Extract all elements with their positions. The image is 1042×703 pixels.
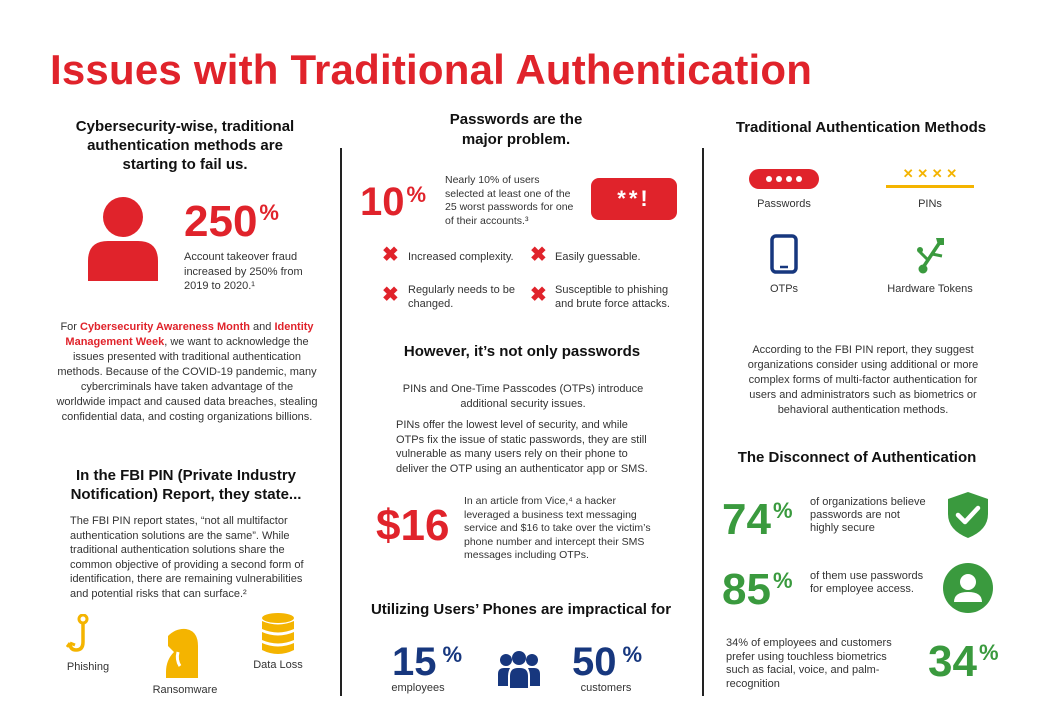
col2-stat-value: 10 (360, 180, 405, 224)
identity-management-week-link[interactable]: Identity Management Week (65, 321, 314, 348)
customers-label: customers (580, 682, 632, 694)
method-label-pins: PINs (918, 198, 942, 210)
col1-stat-text: Account takeover fraud increased by 250% from 2019 to 2020.¹ (184, 251, 303, 292)
methods-heading: Traditional Authentication Methods (735, 119, 987, 136)
stat-34-value: 34 (928, 637, 977, 686)
x-mark-icon: ✖ (382, 284, 399, 306)
col2-stat (360, 182, 426, 222)
x-mark-icon: ✖ (530, 284, 547, 306)
threat-label-data-loss: Data Loss (253, 659, 303, 671)
pins-intro: PINs and One-Time Passcodes (OTPs) introduce additional security issues. (402, 383, 644, 410)
usb-icon (914, 236, 948, 279)
column-divider-left (340, 148, 342, 696)
employees-value: 15 (392, 640, 437, 684)
pins-detail: PINs offer the lowest level of security, and while OTPs fix the issue of static passwords, they are still vulnerable as many users rely on their phone to deliver the OTP using an authenticator app or SMS. (396, 419, 648, 475)
password-bubble-icon (591, 178, 677, 220)
method-label-passwords: Passwords (757, 198, 811, 210)
cost-text: In an article from Vice,⁴ a hacker leveraged a business text messaging service and $16 to take over the victim’s phone number and intercept their SMS messages including OTPs. (464, 495, 651, 561)
page-title: Issues with Traditional Authentication (50, 46, 813, 93)
col1-intro (56, 320, 318, 425)
fbi-text: The FBI PIN report states, “not all multifactor authentication solutions are the same”. While traditional authentication solutions share the common objective of providing a second form of identification, there are remaining vulnerabilities and potential risks that can surface.² (70, 515, 304, 600)
phones-stat-employees (392, 642, 462, 682)
col1-stat-unit: % (259, 200, 279, 225)
stat-74 (722, 495, 793, 544)
issue-phishing-brute-force: Susceptible to phishing and brute force attacks. (555, 284, 670, 310)
database-icon (260, 612, 296, 661)
employees-unit: % (442, 642, 463, 667)
col1-stat (184, 197, 279, 246)
stat-74-unit: % (772, 498, 793, 523)
smartphone-icon (770, 234, 798, 279)
pin-glyph: ✕ ✕ ✕ ✕ (902, 166, 958, 181)
x-mark-icon: ✖ (382, 244, 399, 266)
stat-85-value: 85 (722, 565, 771, 614)
password-field-icon (749, 169, 819, 189)
col1-intro-and: and (253, 321, 272, 333)
col2-heading: Passwords are the major problem. (449, 111, 583, 148)
x-mark-icon: ✖ (530, 244, 547, 266)
threat-label-ransomware: Ransomware (152, 684, 218, 696)
col1-heading: Cybersecurity-wise, traditional authentication methods are starting to fail us. (75, 118, 295, 173)
password-glyph: **! (617, 186, 651, 211)
stat-74-value: 74 (722, 495, 771, 544)
phones-heading: Utilizing Users’ Phones are impractical for (370, 601, 672, 618)
col1-stat-value: 250 (184, 197, 258, 246)
stat-74-text: of organizations believe passwords are not highly secure (810, 496, 926, 534)
issue-regularly-changed: Regularly needs to be changed. (408, 284, 516, 310)
phones-stat-customers (572, 642, 642, 682)
disconnect-heading: The Disconnect of Authentication (737, 449, 977, 466)
col1-intro-post: , we want to acknowledge the issues presented with traditional authentication methods. Because of the COVID-19 pandemic, many cybercriminals have taken advantage of the worldwide impact and caused data breaches, stealing confidential data, and costing organizations billions. (56, 336, 318, 423)
user-circle-icon (942, 562, 994, 619)
group-users-icon (496, 650, 542, 695)
col2-stat-unit: % (406, 182, 427, 207)
method-label-hardware-tokens: Hardware Tokens (887, 283, 973, 295)
pin-asterisks-icon (886, 166, 974, 188)
fishhook-icon (66, 614, 100, 659)
stat-34-text: 34% of employees and customers prefer using touchless biometrics such as facial, voice, and palm-recognition (726, 637, 892, 690)
stat-85-text: of them use passwords for employee access. (810, 570, 924, 595)
customers-unit: % (622, 642, 643, 667)
chess-knight-icon (158, 626, 206, 685)
fbi-suggest-text: According to the FBI PIN report, they suggest organizations consider using additional or more complex forms of multi-factor authentication for users and administrators such as biometrics or behavioral authentication methods. (747, 344, 979, 416)
stat-34 (928, 637, 999, 686)
shield-check-icon (946, 490, 990, 545)
stat-85 (722, 565, 793, 614)
issue-increased-complexity: Increased complexity. (408, 251, 514, 263)
col2-stat-text: Nearly 10% of users selected at least one of the 25 worst passwords for one of their accounts.³ (445, 174, 574, 227)
method-label-otps: OTPs (769, 283, 799, 295)
stat-34-unit: % (978, 640, 999, 665)
cost-stat: $16 (376, 501, 450, 550)
customers-value: 50 (572, 640, 617, 684)
employees-label: employees (391, 682, 445, 694)
threat-label-phishing: Phishing (66, 661, 110, 673)
stat-85-unit: % (772, 568, 793, 593)
column-divider-right (702, 148, 704, 696)
user-icon (86, 195, 160, 286)
not-only-passwords-heading: However, it’s not only passwords (403, 343, 641, 360)
col1-intro-pre: For (60, 321, 77, 333)
fbi-heading: In the FBI PIN (Private Industry Notification) Report, they state... (70, 467, 302, 503)
issue-easily-guessable: Easily guessable. (555, 251, 641, 263)
cybersecurity-awareness-month-link[interactable]: Cybersecurity Awareness Month (80, 321, 250, 333)
